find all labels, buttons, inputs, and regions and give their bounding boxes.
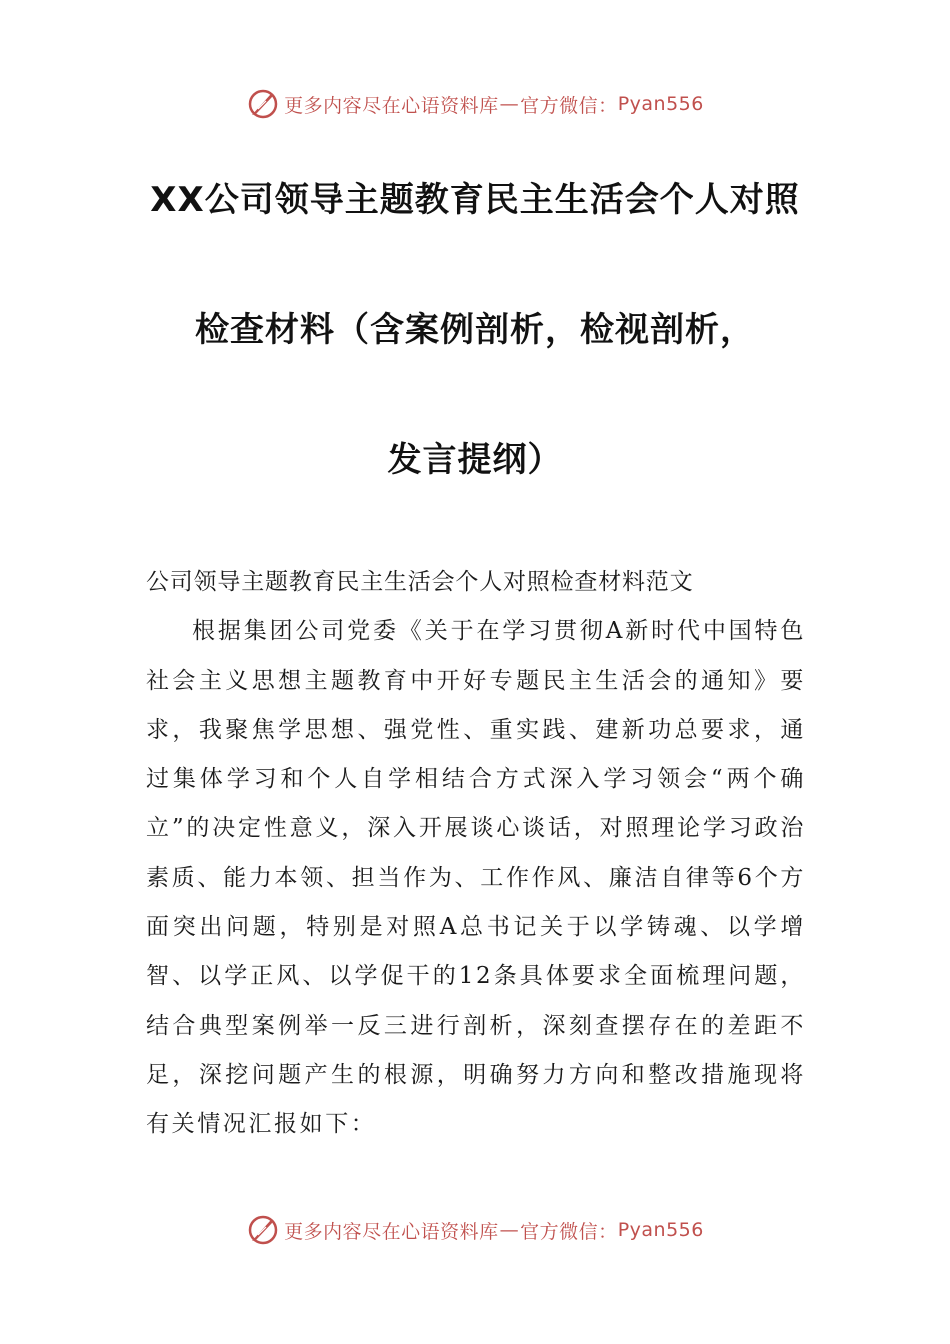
watermark-separator: — — [499, 1219, 520, 1241]
document-body — [146, 558, 806, 1150]
document-paragraph: 根据集团公司党委《关于在学习贯彻A新时代中国特色社会主义思想主题教育中开好专题民主生活会的通知》要求，我聚焦学思想、强党性、重实践、建新功总要求，通过集体学习和个人自学相结合方式深入学习领会“两个确立”的决定性意义，深入开展谈心谈话，对照理论学习政治素质、能力本领、担当作为、工作作风、廉洁自律等6个方面突出问题，特别是对照A总书记关于以学铸魂、以学增智、以学正风、以学促干的12条具体要求全面梳理问题，结合典型案例举一反三进行剖析，深刻查摆存在的差距不足，深挖问题产生的根源，明确努力方向和整改措施现将有关情况汇报如下： — [146, 618, 806, 1138]
document-subheading: 公司领导主题教育民主生活会个人对照检查材料范文 — [146, 569, 694, 595]
watermark-header — [0, 82, 950, 126]
quill-logo-icon — [246, 87, 280, 121]
document-title-line-3: 发言提纲） — [387, 440, 563, 480]
watermark-wechat-label: 官方微信： — [520, 94, 618, 117]
document-title-line-1: XX公司领导主题教育民主生活会个人对照 — [150, 180, 800, 220]
watermark-site-name: 更多内容尽在心语资料库 — [284, 94, 499, 117]
document-title-line-2: 检查材料（含案例剖析，检视剖析， — [195, 310, 755, 350]
watermark-wechat-label: 官方微信： — [520, 1220, 618, 1243]
quill-logo-icon — [246, 1213, 280, 1247]
watermark-footer — [0, 1208, 950, 1252]
watermark-site-name: 更多内容尽在心语资料库 — [284, 1220, 499, 1243]
watermark-wechat-id: Pyan556 — [617, 93, 704, 115]
watermark-separator: — — [499, 93, 520, 115]
watermark-wechat-id: Pyan556 — [617, 1219, 704, 1241]
